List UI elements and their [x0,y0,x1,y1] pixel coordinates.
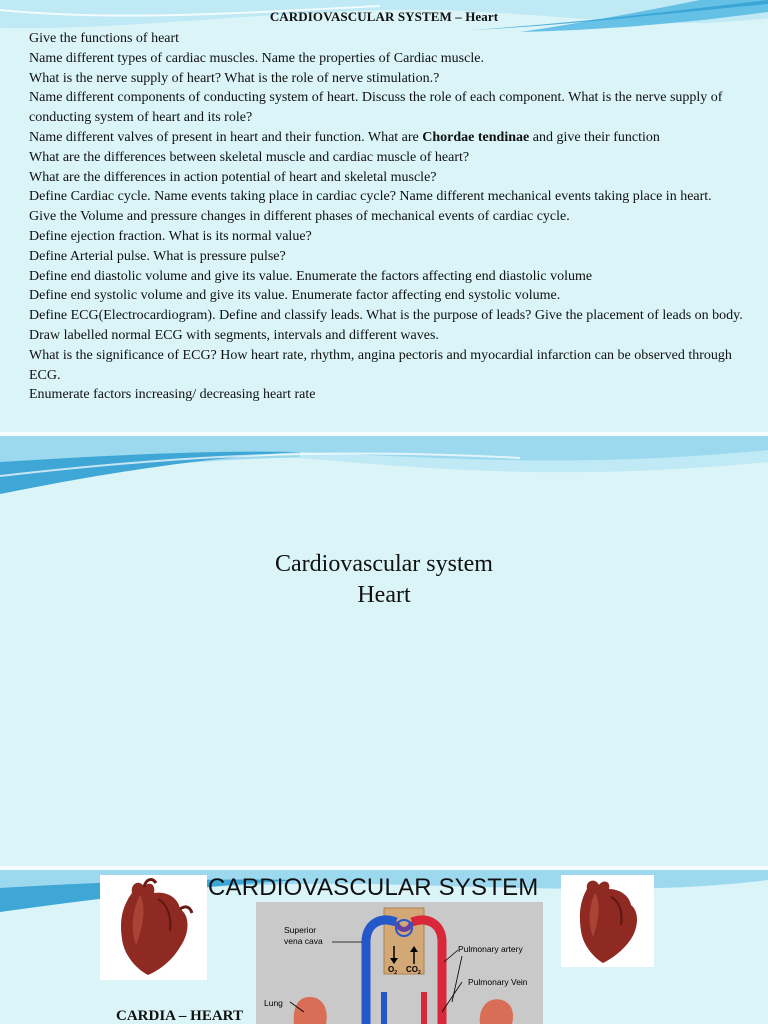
header-wave-decoration [0,432,768,502]
bold-term: Chordae tendinae [422,129,530,145]
question-item: What is the nerve supply of heart? What is the role of nerve stimulation.? [29,70,440,86]
label-svc-2: vena cava [284,936,323,946]
question-item: Define Arterial pulse. What is pressure pulse? [29,248,286,264]
question-item: Define end diastolic volume and give its value. Enumerate the factors affecting end diastolic volume [29,268,593,284]
heart-icon [561,875,654,967]
heading-line-1: Cardiovascular system [275,551,493,577]
question-item: Name different valves of present in heart and their function. What are Chordae tendinae and give their function [29,129,660,145]
slide-heading [0,549,768,611]
question-item: What are the differences between skeletal muscle and cardiac muscle of heart? [29,149,470,165]
slide-title [0,432,768,866]
heading-line-2: Heart [357,582,411,608]
heart-image-left [100,875,207,980]
slide-questions [0,0,768,432]
page-title: CARDIOVASCULAR SYSTEM – Heart [269,9,499,24]
heart-image-right [561,875,654,967]
question-item: Enumerate factors increasing/ decreasing heart rate [29,387,316,403]
label-svc: Superior [284,925,317,935]
label-pulmonary-vein: Pulmonary Vein [468,977,528,987]
circulation-diagram [256,902,543,1024]
slide-cardiovascular [0,866,768,1024]
question-item: Name different components of conducting system of heart. Discuss the role of each component. What is the nerve supply of conducting system of heart and its role? [29,90,723,126]
question-item: Give the functions of heart [29,31,180,46]
question-item: Define Cardiac cycle. Name events taking place in cardiac cycle? Name different mechanical events taking place in heart. [29,189,712,205]
question-item: Define ECG(Electrocardiogram). Define and classify leads. What is the purpose of leads? Give the placement of leads on body. Draw labelled normal ECG with segments, intervals and different waves. [29,308,743,343]
question-item: Define end systolic volume and give its value. Enumerate factor affecting end systolic volume. [29,288,561,304]
label-pulmonary-artery: Pulmonary artery [458,944,523,954]
label-lung: Lung [264,998,283,1008]
question-item: Give the Volume and pressure changes in different phases of mechanical events of cardiac cycle. [29,209,570,225]
question-list [29,29,749,405]
question-item: What is the significance of ECG? How heart rate, rhythm, angina pectoris and myocardial infarction can be observed through ECG. [29,347,732,383]
question-item: Name different types of cardiac muscles. Name the properties of Cardiac muscle. [29,50,484,66]
cardia-heart-label: CARDIA – HEART [116,1008,243,1024]
label-o2: $O_2$ [388,965,398,976]
heart-icon [100,875,207,980]
label-co2: $CO_2$ [406,965,421,976]
slide-title: CARDIOVASCULAR SYSTEM [208,874,539,901]
question-item: What are the differences in action potential of heart and skeletal muscle? [29,169,437,185]
question-item: Define ejection fraction. What is its normal value? [29,228,312,244]
